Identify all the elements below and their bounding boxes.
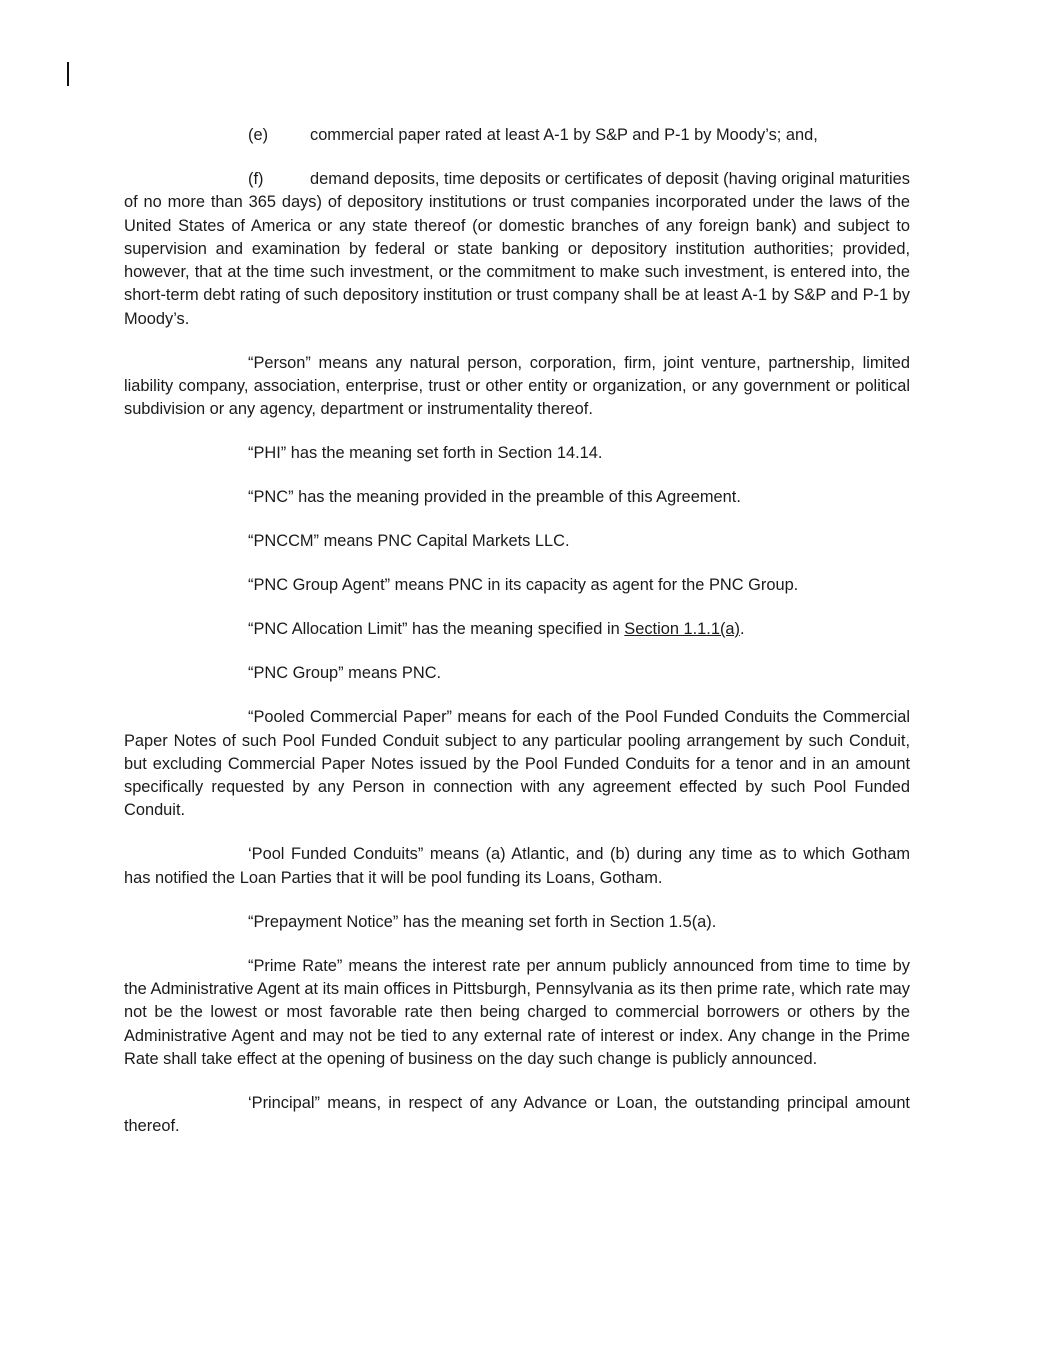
definition-pnc-group: “PNC Group” means PNC. <box>248 664 442 683</box>
list-item-e <box>248 124 910 147</box>
definition-pnc-allocation-limit <box>248 618 910 641</box>
list-item-number: (e) <box>248 126 269 144</box>
definition-person: “Person” means any natural person, corporation, firm, joint venture, partnership, limited liability company, association, enterprise, trust or other entity or organization, or any government or political subdivision or any agency, department or instrumentality thereof. <box>124 353 910 419</box>
section-reference-link[interactable]: Section 1.1.1(a) <box>624 620 740 639</box>
definition-pnc: “PNC” has the meaning provided in the preamble of this Agreement. <box>248 488 741 507</box>
definition-phi: “PHI” has the meaning set forth in Section 14.14. <box>248 444 603 463</box>
definition-pnccm: “PNCCM” means PNC Capital Markets LLC. <box>248 532 570 551</box>
definition-pool-funded-conduits: ‘Pool Funded Conduits” means (a) Atlantic, and (b) during any time as to which Gotham has notified the Loan Parties that it will be pool funding its Loans, Gotham. <box>124 845 910 887</box>
list-item-text: demand deposits, time deposits or certificates of deposit (having original maturities of no more than 365 days) of depository institutions or trust companies incorporated under the laws of the United States of America or any state thereof (or domestic branches of any foreign bank) and subject to supervision and examination by federal or state banking or depository institution authorities; provided, however, that at the time such investment, or the commitment to make such investment, is entered into, the short-term debt rating of such depository institution or trust company shall be at least A-1 by S&P and P-1 by Moody’s. <box>124 169 910 328</box>
definition-pnc-group-agent: “PNC Group Agent” means PNC in its capacity as agent for the PNC Group. <box>248 576 799 595</box>
list-item-number: (f) <box>248 169 264 188</box>
document-body <box>124 124 910 1159</box>
definition-pooled-commercial-paper: “Pooled Commercial Paper” means for each of the Pool Funded Conduits the Commercial Paper Notes of such Pool Funded Conduit subject to any particular pooling arrangement by such Conduit, but excluding Commercial Paper Notes issued by the Pool Funded Conduits for a tenor and in an amount specifically requested by any Person in connection with any agreement effected by such Pool Funded Conduit. <box>124 708 910 820</box>
definition-prime-rate: “Prime Rate” means the interest rate per annum publicly announced from time to time by the Administrative Agent at its main offices in Pittsburgh, Pennsylvania as its then prime rate, which rate may not be the lowest or most favorable rate then being charged to commercial borrowers or others by the Administrative Agent and may not be tied to any external rate of interest or index. Any change in the Prime Rate shall take effect at the opening of business on the day such change is publicly announced. <box>124 956 910 1068</box>
definition-principal: ‘Principal” means, in respect of any Advance or Loan, the outstanding principal amount thereof. <box>124 1093 910 1136</box>
definition-prepayment-notice: “Prepayment Notice” has the meaning set forth in Section 1.5(a). <box>248 912 717 931</box>
list-item-text: commercial paper rated at least A-1 by S&P and P-1 by Moody’s; and, <box>310 126 818 144</box>
definition-text: “PNC Allocation Limit” has the meaning specified in <box>248 620 625 639</box>
text-cursor <box>67 62 69 86</box>
definition-text-end: . <box>739 620 745 639</box>
list-item-f <box>124 168 910 331</box>
